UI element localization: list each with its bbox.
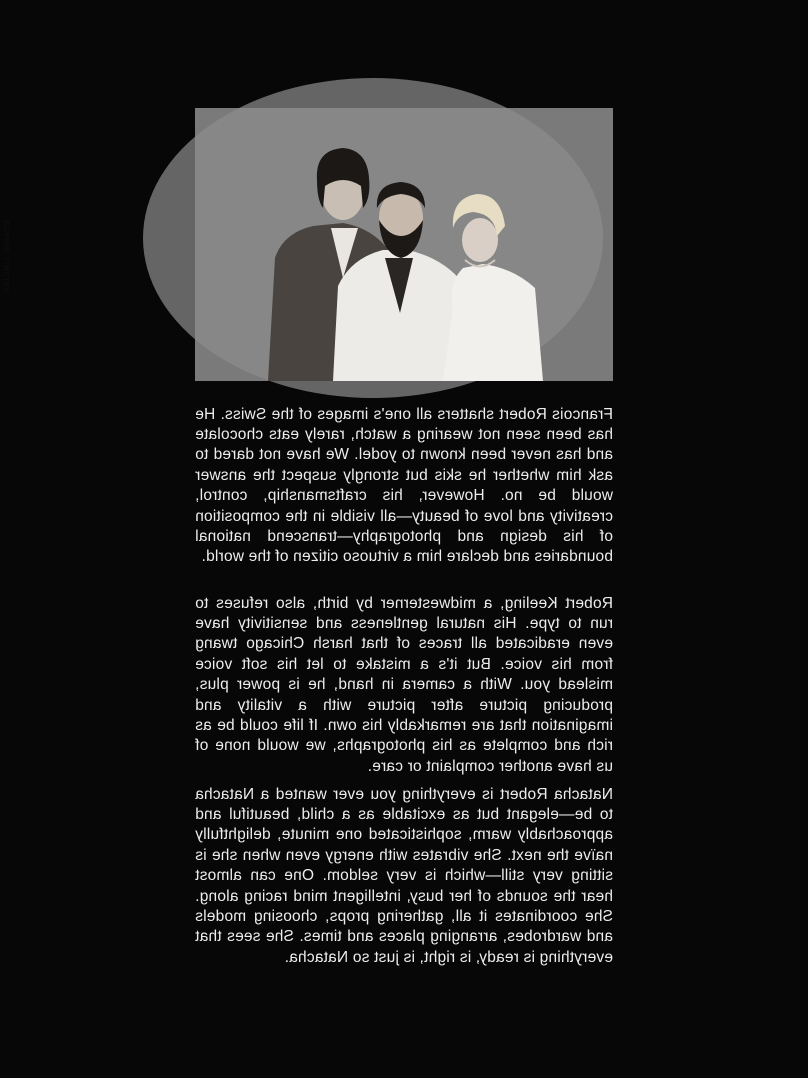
photo-credit: EDWARD J. MILLER — [4, 220, 11, 294]
group-photograph — [4, 108, 613, 381]
paragraph-francois-robert: Francois Robert shatters all one's images of the Swiss. He has been seen not wearing a watch, rarely eats chocolate and has never been known to yodel. We have not dared to ask him whether he skis but strongly suspect the answer would be no. However, his craftsmanship, control, creativity and love of beauty—all visible in the composition of his design and photography—transcend national boundaries and declare him a virtuoso citizen of the world. — [195, 405, 613, 566]
paragraph-robert-keeling: Robert Keeling, a midwesterner by birth, also refuses to run to type. His natural gentleness and sensitivity have even eradicated all traces of that harsh Chicago twang from his voice. But it's a mistake to let his soft voice mislead you. With a camera in hand, he is power plus, producing picture after picture with a vitality and imagination that are remarkably his own. If life could be as rich and complete as his photographs, we would none of us have another complaint or care. — [195, 594, 613, 775]
photo-illustration — [195, 108, 613, 381]
paragraph-natacha-robert: Natacha Robert is everything you ever wanted a Natacha to be—elegant but as excitable as a child, beautiful and approachably warm, sophisticated one minute, delightfully naïve the next. She vibrates with energy even when she is sitting very still—which is very seldom. One can almost hear the sounds of her busy, intelligent mind racing along. She coordinates it all, gathering props, choosing models and wardrobes, arranging places and times. She sees that everything is ready, is right, is just so Natacha. — [195, 785, 613, 966]
